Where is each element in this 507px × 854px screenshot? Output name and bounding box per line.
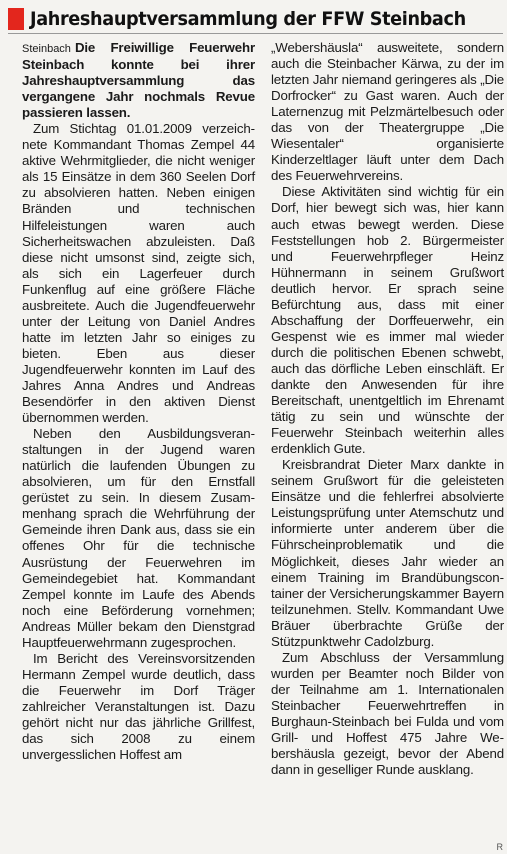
body-paragraph: Neben den Ausbildungsveranstaltungen in der Jugend waren natürlich die laufenden Übungen zu absolvieren, um für den Ernstfall gerüstet zu sein. In diesem Zusammenhang sprach die Wehrführung der Gemeinde ihren Dank aus, dass sie ein offenes Ohr für die technische Ausrüstung der Feuerwehren im Gemeindegebiet hat. Kommandant Zempel konnte im Laufe des Abends noch eine Beförderung vornehmen; Andreas Müller bekam den Dienstgrad Hauptfeuerwehrmann zugesprochen. — [22, 426, 255, 650]
article-header — [8, 7, 503, 31]
body-paragraph: Im Bericht des Vereinsvorsitzenden Hermann Zempel wurde deutlich, dass die Feuerwehr im Dorf Träger zahlreicher Veranstaltungen ist. Dazu gehört nicht nur das jährliche Grillfest, das sich 2008 zu einem unvergesslichen Hoffest am — [22, 650, 255, 763]
headline: Jahreshauptversammlung der FFW Steinbach — [30, 8, 466, 30]
red-marker-block — [8, 8, 24, 30]
column-right — [271, 40, 504, 778]
body-paragraph: Zum Stichtag 01.01.2009 verzeichnete Kommandant Thomas Zempel 44 aktive Wehrmitglieder, die nicht weniger als 15 Einsätze in dem 360 Seelen Dorf zu absolvieren hatten. Neben einigen Bränden und technischen Hilfeleistungen waren auch Sicherheitswachen abzuleisten. Daß diese nicht umsonst sind, zeigte sich, als sich ein Lagerfeuer durch Funkenflug auf eine größere Fläche ausbreitete. Auch die Jugendfeuerwehr unter der Leitung von Daniel Andres hatte im letzten Jahr so einiges zu bieten. Eben aus dieser Jugendfeuerwehr konnten im Lauf des Jahres Anna Andres und Andreas Besendörfer in den aktiven Dienst übernommen werden. — [22, 121, 255, 426]
corner-mark: R — [496, 842, 503, 852]
column-left — [22, 40, 255, 763]
header-rule — [8, 33, 503, 34]
body-paragraph: Zum Abschluss der Versammlung wurden per Beamter noch Bilder von der Teilnahme am 1. Internationalen Steinbacher Feuerwehrtreffen in Burghaun-Steinbach bei Fulda und vom Grill- und Hoffest 475 Jahre Webershäusla gezeigt, bevor der Abend dann in geselliger Runde ausklang. — [271, 649, 504, 778]
dateline: Steinbach — [22, 43, 71, 55]
body-paragraph: Diese Aktivitäten sind wichtig für ein Dorf, hier bewegt sich was, hier kann auch etwas bewegt werden. Diese Feststellungen hob 2. Bürgermeister und Feuerwehrpfleger Heinz Hühnermann in seinem Grußwort deutlich hervor. Er sprach seine Befürchtung aus, dass mit einer Abschaffung der Dorffeuerwehr, ein Gespenst wie es immer mal wieder durch die politischen Ebenen schwebt, auch das dörfliche Leben einschläft. Er dankte den Anwesenden für ihre Bereitschaft, unentgeltlich im Ehrenamt tätig zu sein und wünschte der Feuerwehr Steinbach weiterhin alles erdenklich Gute. — [271, 184, 504, 457]
body-paragraph: „Webershäusla“ ausweitete, sondern auch die Steinbacher Kärwa, zu der im letzten Jahr niemand geringeres als „Die Dorfrocker“ zu Gast waren. Auch der Laternenzug mit Pelzmärtelbesuch oder das von der Theatergruppe „Die Wiesentaler“ organisierte Kinderzeltlager läuft unter dem Dach des Feuerwehrvereins. — [271, 40, 504, 184]
body-paragraph: Kreisbrandrat Dieter Marx dankte in seinem Grußwort für die geleisteten Einsätze und die fehlerfrei absolvierte Leistungsprüfung unter Atemschutz und informierte unter anderem über die Führscheinproblematik und die Möglichkeit, dieses Jahr wieder an einem Training im Brandübungscontainer der Versicherungskammer Bayern teilzunehmen. Stellv. Kommandant Uwe Bräuer überbrachte Grüße der Stützpunktwehr Cadolzburg. — [271, 457, 504, 649]
lead-text: Die Freiwillige Feuerwehr Steinbach konnte bei ihrer Jahreshauptversammlung das vergangene Jahr nochmals Revue passieren lassen. — [22, 40, 255, 121]
lead-paragraph — [22, 40, 255, 121]
